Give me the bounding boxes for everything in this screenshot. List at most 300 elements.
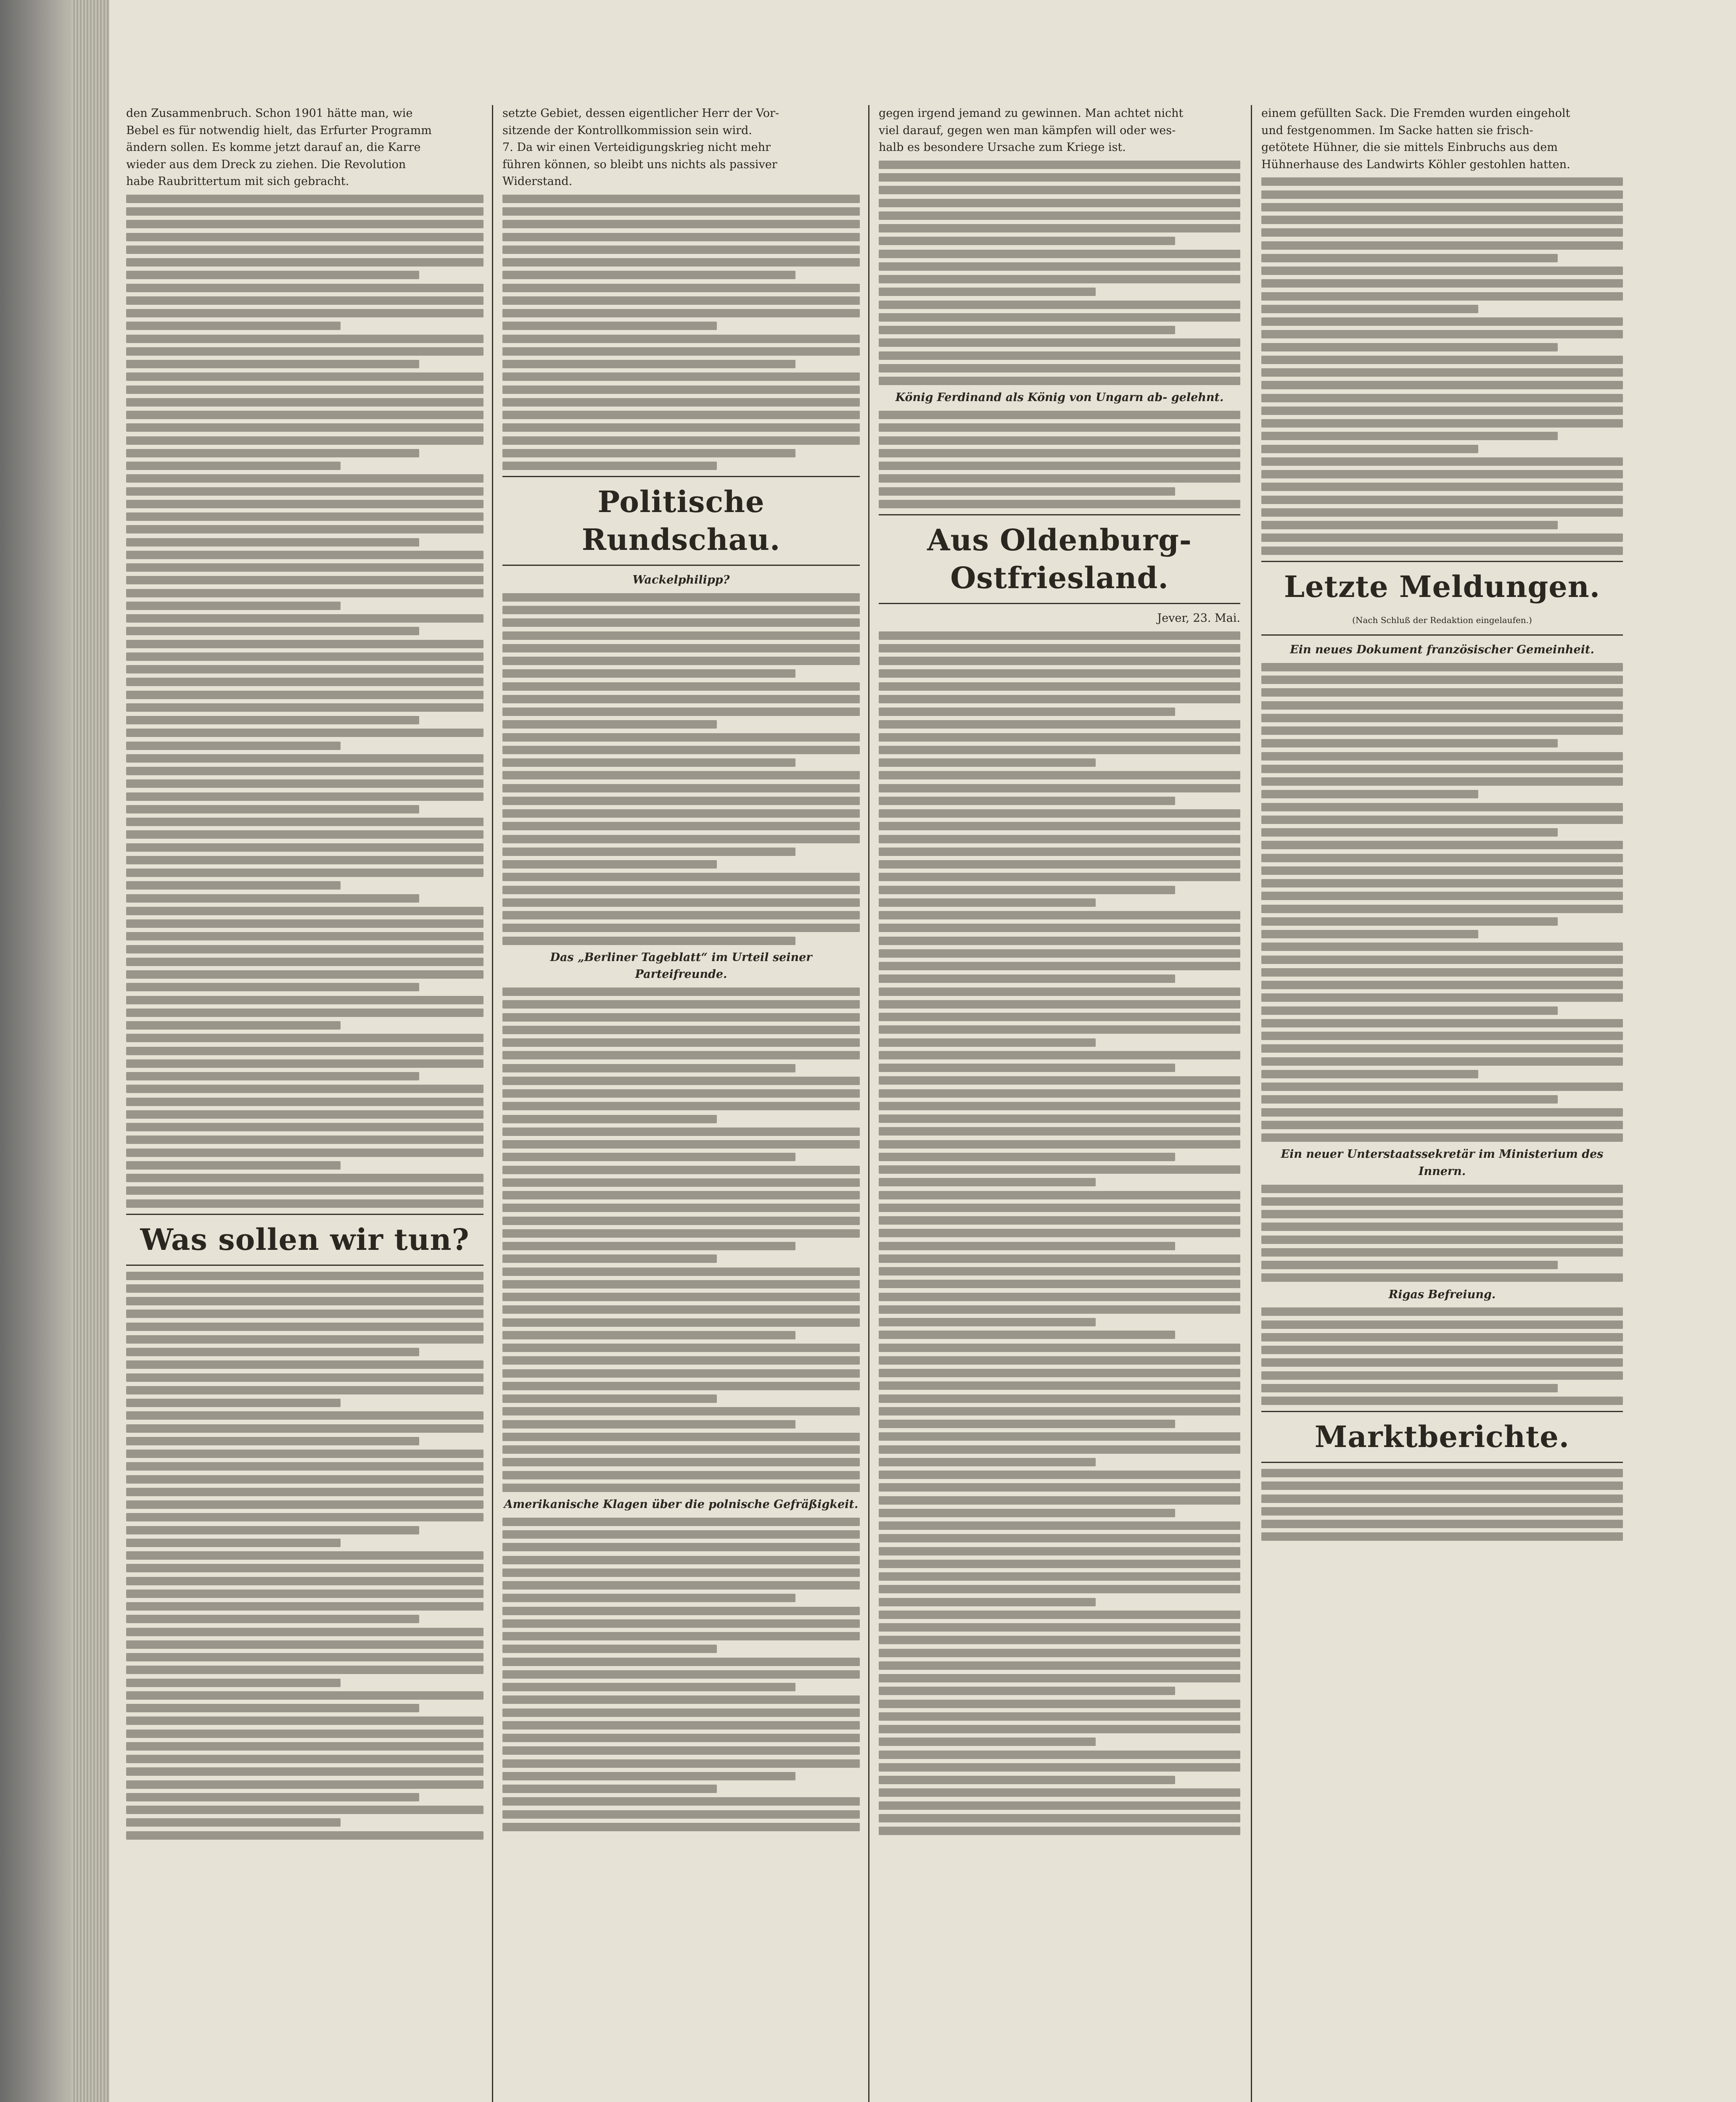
body-text-line [1261,663,1623,671]
body-text-line [502,258,860,267]
body-text-line [1261,930,1478,938]
body-text-line [502,631,860,640]
body-text-line [879,1611,1240,1619]
body-text-line [502,695,860,703]
body-text-line [502,1128,860,1136]
article-body [879,411,1240,508]
body-text-line [502,372,860,381]
body-text-line [879,873,1240,881]
body-text-line [879,911,1240,919]
body-text-line [502,860,717,869]
body-text-line [126,1691,484,1700]
body-text-line [126,462,341,470]
body-text-line [879,288,1096,296]
body-text-line [502,1772,795,1780]
body-text-line [126,195,484,203]
body-text-line [126,1755,484,1763]
body-text-line [126,1539,341,1547]
body-text-line [502,1115,717,1123]
body-text-line [1261,1520,1623,1528]
section-heading: Aus Oldenburg-Ostfriesland. [927,522,1192,595]
body-text-line [126,500,484,508]
body-text-line [126,932,484,940]
body-text-line [126,627,419,635]
body-text-line [879,1687,1175,1695]
body-text-line [1261,1358,1623,1367]
body-text-line [126,1462,484,1471]
body-text-line [126,983,419,991]
body-text-line [126,1615,419,1623]
body-text-line [502,669,795,678]
body-text-line [879,746,1240,754]
text-line: setzte Gebiet, dessen eigentlicher Herr der Vor- [502,107,779,120]
body-text-line [879,1674,1240,1682]
body-text-line [126,1110,484,1119]
body-text-line [879,173,1240,182]
body-text-line [879,1013,1240,1021]
text-line: Hühnerhause des Landwirts Köhler gestohlen hatten. [1261,158,1570,171]
body-text-line [1261,1469,1623,1477]
body-text-line [126,1666,484,1674]
body-text-line [502,1191,860,1199]
body-text-line [1261,508,1623,517]
body-text-line [126,1806,484,1814]
body-text-line [1261,533,1623,542]
body-text-line [879,1700,1240,1708]
body-text-line [126,1704,419,1712]
body-text-line [126,1590,484,1598]
body-text-line [879,224,1240,232]
body-text-line [126,309,484,317]
body-text-line [126,1818,341,1827]
body-text-line [502,1543,860,1551]
body-text-line [1261,790,1478,798]
body-text-line [126,538,419,547]
body-text-line [126,1161,341,1170]
article-body [879,631,1240,1835]
body-text-line [502,462,717,470]
body-text-line [879,1127,1240,1136]
body-text-line [126,1730,484,1738]
body-text-line [126,640,484,648]
body-text-line [879,436,1240,445]
body-text-line [126,1047,484,1055]
body-text-line [126,691,484,699]
body-text-line [502,720,717,729]
body-text-line [502,657,860,665]
body-text-line [502,1670,860,1679]
body-text-line [502,322,717,330]
body-text-line [126,1335,484,1344]
text-line: einem gefüllten Sack. Die Fremden wurden eingeholt [1261,107,1570,120]
article-body [1261,177,1623,555]
body-text-line [879,1458,1096,1466]
body-text-line [126,1488,484,1496]
section-heading: Marktberichte. [1314,1419,1570,1454]
body-text-line [1261,981,1623,989]
body-text-line [126,525,484,533]
body-text-line [879,1496,1240,1505]
body-text-line [502,411,860,419]
body-text-line [1261,177,1623,186]
body-text-line [126,1174,484,1182]
body-text-line [879,835,1240,843]
body-text-line [502,822,860,830]
body-text-line [502,1077,860,1085]
body-text-line [126,1059,484,1068]
body-text-line [1261,292,1623,301]
body-text-line [879,644,1240,652]
body-text-line [126,1297,484,1305]
body-text-line [1261,1346,1623,1354]
binding-edge [71,0,109,2102]
body-text-line [126,1272,484,1280]
body-text-line [879,211,1240,220]
body-text-line [126,1373,484,1382]
body-text-line [126,703,484,712]
body-text-line [879,1038,1096,1047]
section-heading: Was sollen wir tun? [140,1222,470,1257]
body-text-line [879,1738,1096,1746]
body-text-line [1261,1320,1623,1329]
body-text-line [1261,203,1623,211]
body-text-line [502,335,860,343]
body-text-line [126,1411,484,1420]
text-line: getötete Hühner, die sie mittels Einbruchs aus dem [1261,141,1558,154]
body-text-line [1261,688,1623,697]
body-text-line [1261,407,1623,415]
body-text-line [1261,841,1623,849]
body-text-line [126,830,484,839]
column-rule [868,105,869,2102]
body-text-line [879,1751,1240,1759]
body-text-line [879,1776,1175,1784]
article-subheading: Ein neuer Unterstaatssekretär im Ministerium des Innern. [1281,1148,1604,1178]
body-text-line [879,1432,1240,1441]
body-text-line [502,835,860,843]
text-line: 7. Da wir einen Verteidigungskrieg nicht mehr [502,141,771,154]
body-text-line [502,1445,860,1454]
body-text-line [879,449,1240,457]
body-text-line [1261,1185,1623,1193]
body-text-line [502,708,860,716]
body-text-line [126,284,484,292]
body-text-line [879,758,1096,767]
body-text-line [1261,521,1558,529]
body-text-line [502,809,860,818]
body-text-line [502,733,860,742]
body-text-line [879,1267,1240,1275]
body-text-line [1261,1095,1558,1104]
body-text-line [879,411,1240,419]
article-body [502,195,860,470]
body-text-line [1261,917,1558,926]
body-text-line [502,1268,860,1276]
body-text-line [126,1424,484,1433]
body-text-line [126,233,484,241]
body-text-line [879,326,1175,334]
body-text-line [879,1114,1240,1123]
article-subheading: König Ferdinand als König von Ungarn ab- gelehnt. [895,391,1224,404]
body-text-line [502,873,860,881]
body-text-line [502,1607,860,1615]
body-text-line [1261,216,1623,224]
body-text-line [502,347,860,356]
body-text-line [502,1356,860,1365]
body-text-line [126,919,484,928]
body-text-line [502,1759,860,1768]
body-text-line [502,1823,860,1831]
body-text-line [502,398,860,407]
body-text-line [502,1734,860,1742]
body-text-line [1261,496,1623,504]
body-text-line [879,199,1240,207]
body-text-line [126,996,484,1004]
section-heading: Politische Rundschau. [581,484,781,557]
body-text-line [502,1217,860,1225]
body-text-line [126,1348,419,1356]
body-text-line [879,1763,1240,1772]
body-text-line [126,805,419,813]
body-text-line [1261,279,1623,288]
body-text-line [879,924,1240,932]
body-text-line [879,1369,1240,1377]
body-text-line [879,1827,1240,1835]
body-text-line [1261,752,1623,761]
body-text-line [879,1547,1240,1555]
body-text-line [1261,241,1623,250]
body-text-line [502,1026,860,1034]
body-text-line [879,1585,1240,1593]
section-divider [126,1265,484,1266]
body-text-line [126,907,484,915]
book-binding [0,0,109,2102]
body-text-line [126,322,341,330]
body-text-line [1261,1307,1623,1316]
body-text-line [1261,1532,1623,1541]
body-text-line [502,1518,860,1526]
body-text-line [1261,892,1623,900]
body-text-line [879,1649,1240,1657]
body-text-line [879,1000,1240,1009]
body-text-line [1261,457,1623,466]
body-text-line [126,869,484,877]
body-text-line [1261,1019,1623,1027]
body-text-line [502,233,860,241]
body-text-line [502,1382,860,1390]
body-text-line [502,898,860,907]
body-text-line [1261,1333,1623,1341]
body-text-line [126,1021,341,1030]
body-text-line [1261,816,1623,824]
body-text-line [1261,1495,1623,1503]
text-line: habe Raubrittertum mit sich gebracht. [126,175,349,188]
body-text-line [879,1572,1240,1581]
body-text-line [1261,368,1623,377]
body-text-line [502,1102,860,1110]
section-heading: Letzte Meldungen. [1284,569,1601,604]
body-text-line [1261,445,1478,453]
body-text-line [126,1085,484,1093]
body-text-line [126,678,484,686]
body-text-line [502,784,860,792]
body-text-line [502,1369,860,1378]
body-text-line [879,1293,1240,1301]
body-text-line [1261,714,1623,722]
body-text-line [502,1632,860,1640]
body-text-line [126,665,484,673]
body-text-line [502,1318,860,1327]
body-text-line [879,1064,1175,1072]
body-text-line [126,1323,484,1331]
body-text-line [126,563,484,572]
body-text-line [502,1089,860,1098]
body-text-line [879,474,1240,483]
body-text-line [502,386,860,394]
body-text-line [126,856,484,864]
body-text-line [126,1602,484,1611]
body-text-line [126,1034,484,1042]
body-text-line [502,1484,860,1492]
body-text-line [879,962,1240,970]
body-text-line [879,1280,1240,1288]
body-text-line [879,784,1240,792]
body-text-line [879,1560,1240,1568]
column-rule [1251,105,1252,2102]
body-text-line [126,818,484,826]
body-text-line [1261,943,1623,951]
body-text-line [502,284,860,292]
body-text-line [1261,330,1623,338]
body-text-line [879,487,1175,496]
body-text-line [1261,1236,1623,1244]
body-text-line [1261,356,1623,364]
body-text-line [126,1450,484,1458]
body-text-line [1261,267,1623,275]
body-text-line [126,1475,484,1484]
text-line: viel darauf, gegen wen man kämpfen will oder wes- [879,124,1176,137]
body-text-line [126,487,484,496]
article-body [1261,1185,1623,1282]
body-text-line [502,1594,795,1602]
body-text-line [126,1628,484,1636]
column-1 [126,105,484,2102]
body-text-line [126,449,419,457]
body-text-line [879,1814,1240,1822]
body-text-line [126,1742,484,1751]
body-text-line [126,512,484,521]
body-text-line [126,1831,484,1840]
body-text-line [502,758,795,767]
body-text-line [502,606,860,614]
body-text-line [502,1746,860,1755]
body-text-line [126,614,484,623]
body-text-line [502,1305,860,1314]
body-text-line [502,1581,860,1590]
body-text-line [502,360,795,368]
body-text-line [502,924,860,932]
body-text-line [879,351,1240,360]
body-text-line [1261,765,1623,773]
body-text-line [126,436,484,445]
text-line: gegen irgend jemand zu gewinnen. Man achtet nicht [879,107,1184,120]
text-line: ändern sollen. Es komme jetzt darauf an, die Karre [126,141,421,154]
body-text-line [502,1407,860,1415]
body-text-line [1261,317,1623,326]
body-text-line [1261,1032,1623,1040]
body-text-line [126,246,484,254]
body-text-line [502,1420,795,1429]
body-text-line [126,551,484,559]
body-text-line [502,1344,860,1352]
body-text-line [879,898,1096,907]
body-text-line [126,576,484,584]
body-text-line [1261,1248,1623,1257]
body-text-line [126,207,484,216]
body-text-line [502,1658,860,1666]
body-text-line [126,1186,484,1195]
body-text-line [879,695,1240,703]
body-text-line [1261,701,1623,710]
body-text-line [1261,993,1623,1002]
body-text-line [879,1356,1240,1365]
body-text-line [1261,905,1623,913]
body-text-line [1261,1044,1623,1053]
body-text-line [502,1530,860,1539]
body-text-line [879,988,1240,996]
body-text-line [126,1679,341,1687]
body-text-line [502,771,860,779]
body-text-line [126,1500,484,1509]
column-4 [1261,105,1623,2102]
editorial-note: (Nach Schluß der Redaktion eingelaufen.) [1352,615,1532,625]
body-text-line [879,500,1240,508]
text-line: halb es besondere Ursache zum Kriege ist. [879,141,1126,154]
body-text-line [1261,676,1623,684]
body-text-line [126,386,484,394]
body-text-line [502,220,860,228]
body-text-line [879,1788,1240,1797]
body-text-line [502,1556,860,1564]
article-body [879,161,1240,385]
body-text-line [502,797,860,805]
body-text-line [502,1000,860,1009]
body-text-line [126,779,484,788]
section-divider [1261,1462,1623,1463]
body-text-line [1261,394,1623,402]
body-text-line [879,1178,1096,1186]
body-text-line [879,1344,1240,1352]
body-text-line [126,1780,484,1789]
section-divider [502,565,860,566]
body-text-line [879,1471,1240,1479]
body-text-line [1261,1057,1623,1066]
section-divider [502,476,860,477]
body-text-line [879,949,1240,958]
section-divider [1261,561,1623,562]
text-line: sitzende der Kontrollkommission sein wird. [502,124,752,137]
body-text-line [879,720,1240,729]
body-text-line [126,474,484,483]
body-text-line [879,1165,1240,1174]
body-text-line [502,886,860,894]
body-text-line [879,937,1240,945]
body-text-line [126,398,484,407]
body-text-line [126,347,484,356]
body-text-line [502,746,860,754]
text-line: den Zusammenbruch. Schon 1901 hätte man, wie [126,107,413,120]
body-text-line [126,1123,484,1131]
